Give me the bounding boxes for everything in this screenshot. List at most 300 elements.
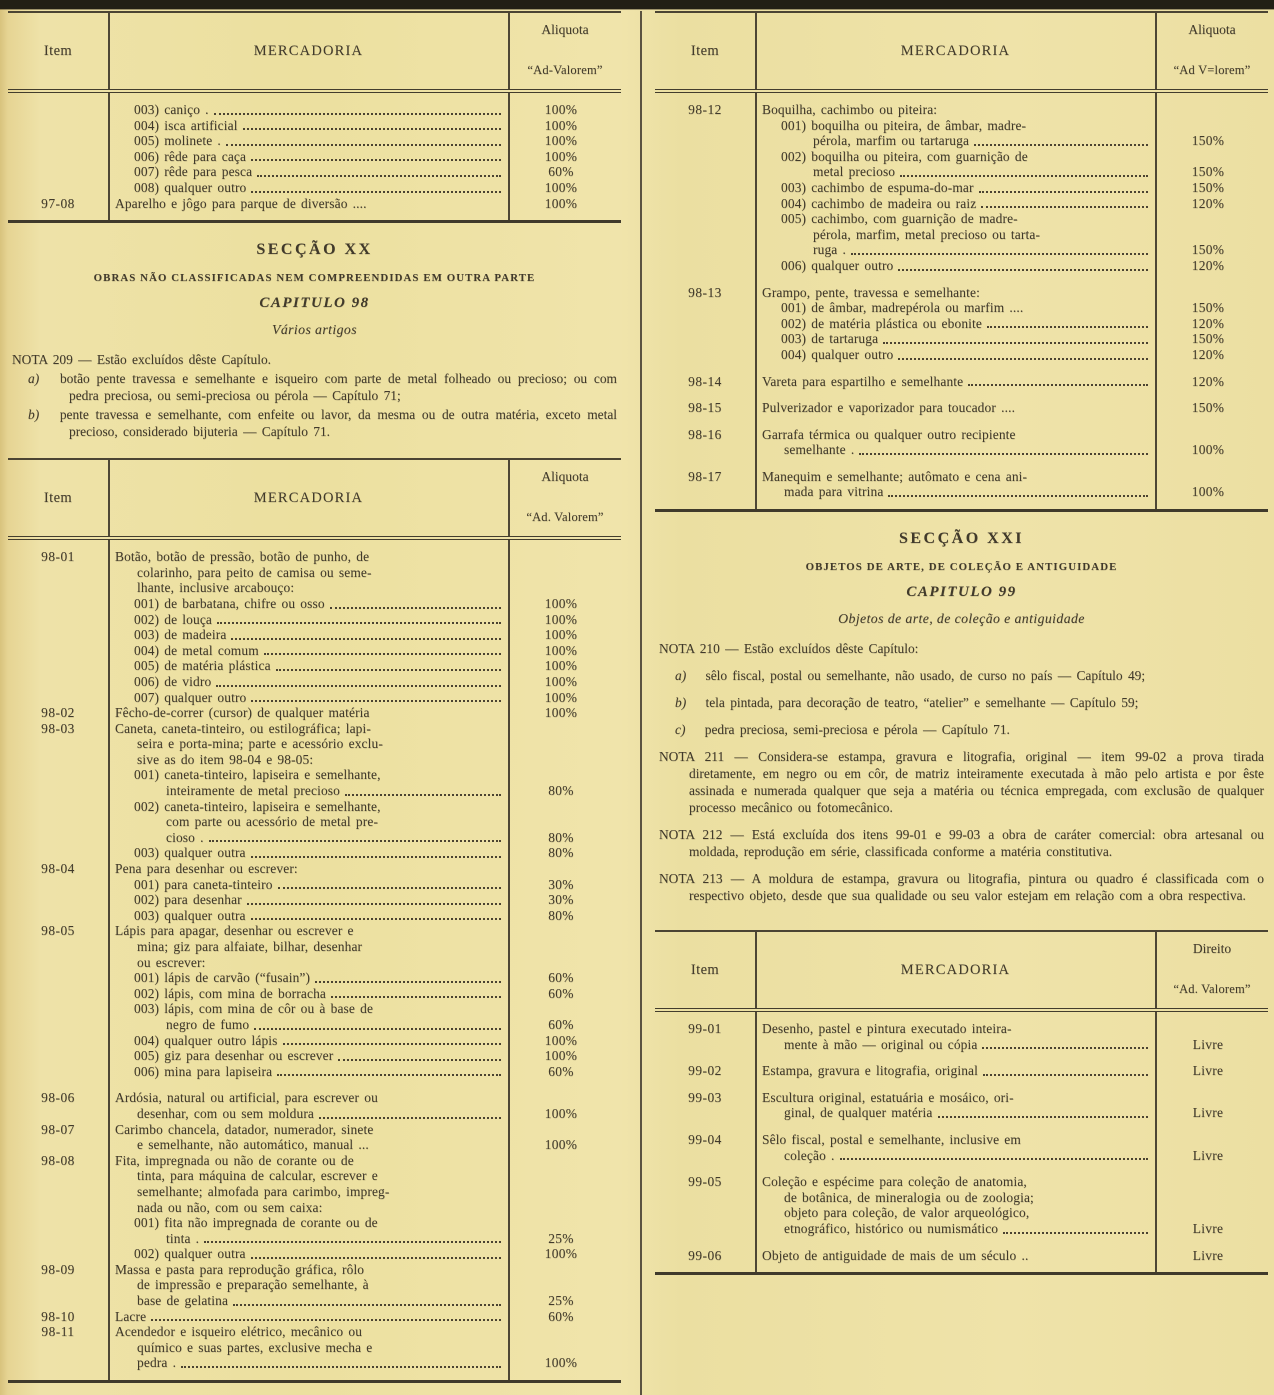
rate-value — [509, 1200, 621, 1216]
item-code — [655, 1037, 755, 1053]
leader-dots — [264, 653, 501, 655]
table-line — [8, 861, 621, 877]
section-title: SECÇÃO XXI — [898, 530, 1024, 548]
item-code — [8, 955, 108, 971]
row-description — [108, 705, 509, 721]
item-code — [8, 627, 108, 643]
table-body — [8, 93, 621, 220]
leader-dots — [319, 1117, 501, 1119]
table-body — [655, 93, 1268, 509]
note-text: Considera-se estampa, gravura e litografia, original — item 99-02 a prova tirada diretamente, em negro ou em côr, de matriz inteiramente executada à mão pelo artista e por êste assinada e numerada qualquer que seja a matéria ou técnica empregada, com exclusão de qualquer processo mecânico ou fotomecânico. — [689, 749, 1264, 816]
item-code — [8, 658, 108, 674]
item-code — [655, 227, 755, 243]
leader-dots — [243, 128, 501, 130]
row-description — [108, 783, 509, 799]
table-line — [8, 1309, 621, 1325]
table-line — [8, 877, 621, 893]
rate-value: Livre — [1192, 1247, 1224, 1263]
item-code — [8, 799, 108, 815]
table-line — [655, 102, 1268, 118]
table-line — [8, 736, 621, 752]
table-line — [655, 180, 1268, 196]
leader-dots — [979, 191, 1148, 193]
item-code — [8, 1064, 108, 1080]
row-description — [108, 923, 509, 939]
description-text: 004) qualquer outro lápis — [134, 1032, 278, 1048]
row-description — [108, 164, 509, 180]
table-line — [8, 799, 621, 815]
row-description — [755, 118, 1156, 134]
tariff-table-chapter97-continuation — [8, 11, 621, 223]
table-line — [655, 1248, 1268, 1264]
rate-value — [509, 1340, 621, 1356]
row-description — [108, 1153, 509, 1169]
leader-dots — [888, 495, 1148, 497]
item-code: 98-12 — [688, 102, 722, 117]
leader-dots — [217, 622, 501, 624]
description-text: etnográfico, histórico ou numismático — [784, 1221, 999, 1236]
table-line — [8, 149, 621, 165]
description-text: 006) rêde para caça — [134, 148, 247, 164]
table-line — [8, 721, 621, 737]
item-code — [8, 1001, 108, 1017]
table-line — [8, 830, 621, 846]
description-text: 006) mina para lapiseira — [134, 1063, 273, 1079]
leader-dots — [181, 1366, 501, 1368]
table-line — [655, 285, 1268, 301]
description-text: Vareta para espartilho e semelhante — [762, 373, 964, 389]
table-line — [8, 1246, 621, 1262]
row-description — [755, 149, 1156, 165]
table-line — [8, 565, 621, 581]
row-description — [108, 767, 509, 783]
note-marker: b) — [675, 695, 692, 711]
note-paragraph — [12, 351, 617, 368]
chapter-heading: CAPITULO 98 — [259, 295, 370, 312]
item-code — [8, 674, 108, 690]
item-code — [8, 767, 108, 783]
item-code — [655, 149, 755, 165]
table-line — [8, 1137, 621, 1153]
rate-value: 100% — [544, 1246, 578, 1262]
header-aliquota — [509, 460, 621, 536]
description-text: Massa e pasta para reprodução gráfica, rôlo — [115, 1261, 365, 1277]
table-header — [655, 932, 1268, 1012]
item-code — [8, 180, 108, 196]
note-marker: a) — [675, 668, 692, 684]
item-code: 99-06 — [688, 1247, 722, 1263]
note-text: Estão excluídos dêste Capítulo: — [743, 641, 919, 657]
item-code — [8, 845, 108, 861]
description-text: 001) para caneta-tinteiro — [134, 876, 273, 892]
table-line — [8, 549, 621, 565]
rate-value: 25% — [548, 1230, 574, 1246]
description-text: 004) cachimbo de madeira ou raiz — [781, 195, 977, 211]
header-aliquota-line1: Aliquota — [541, 469, 589, 485]
description-text: Lápis para apagar, desenhar ou escrever e — [115, 923, 354, 939]
header-aliquota-line1: Aliquota — [541, 22, 589, 37]
rate-value — [509, 799, 621, 815]
table-line — [8, 1153, 621, 1169]
table-line — [8, 1215, 621, 1231]
leader-dots — [315, 981, 501, 983]
rate-value — [509, 721, 621, 737]
section-title: SECÇÃO XX — [256, 241, 373, 259]
row-description — [108, 1309, 509, 1325]
note-marker: c) — [675, 722, 691, 738]
table-line — [8, 133, 621, 149]
item-code: 98-03 — [41, 720, 75, 736]
row-description — [108, 1048, 509, 1064]
row-description — [108, 736, 509, 752]
description-text: 002) lápis, com mina de borracha — [134, 985, 327, 1001]
rate-value: 100% — [544, 133, 578, 149]
item-code — [8, 783, 108, 799]
row-description — [108, 1090, 509, 1106]
description-text: químico e suas partes, exclusive mecha e — [137, 1339, 373, 1355]
description-text: ou escrever: — [137, 954, 206, 970]
table-line — [8, 1200, 621, 1216]
description-text: 001) lápis de carvão (“fusain”) — [134, 970, 311, 986]
item-code: 98-15 — [688, 400, 722, 416]
header-item: Item — [43, 42, 73, 59]
description-text: 002) qualquer outra — [134, 1246, 246, 1262]
rate-value — [509, 814, 621, 830]
description-text: 004) de metal comum — [134, 642, 259, 658]
rate-value — [1156, 469, 1268, 485]
table-line — [8, 658, 621, 674]
item-code — [8, 1200, 108, 1216]
row-description — [108, 799, 509, 815]
item-code: 98-05 — [41, 923, 75, 939]
description-text: Fêcho-de-correr (cursor) de qualquer matéria — [115, 705, 370, 721]
item-code — [8, 1106, 108, 1122]
row-description — [108, 721, 509, 737]
row-description — [755, 211, 1156, 227]
rate-value: 150% — [1191, 242, 1225, 258]
rate-value — [509, 1262, 621, 1278]
item-code: 98-11 — [41, 1324, 75, 1340]
table-line — [655, 196, 1268, 212]
description-text: ginal, de qualquer matéria — [784, 1105, 933, 1121]
row-description — [108, 196, 509, 212]
rate-value: 100% — [544, 179, 578, 195]
description-text: Manequim e semelhante; autômato e cena ani- — [762, 468, 1028, 484]
leader-dots — [851, 253, 1148, 255]
rate-value: 80% — [548, 829, 574, 845]
rate-value — [509, 1122, 621, 1138]
rate-value — [509, 565, 621, 581]
right-column — [655, 11, 1268, 1383]
section-xxi — [655, 512, 1268, 930]
rate-value — [509, 580, 621, 596]
header-mercadoria: MERCADORIA — [900, 42, 1011, 59]
description-text: 002) para desenhar — [134, 892, 242, 908]
leader-dots — [278, 887, 501, 889]
table-line — [655, 331, 1268, 347]
note-marker: NOTA 209 — — [12, 352, 97, 368]
description-text: 001) caneta-tinteiro, lapiseira e semelhante, — [134, 767, 381, 783]
header-aliquota-line1: Aliquota — [1188, 22, 1236, 37]
rate-value — [509, 736, 621, 752]
rate-value: 120% — [1191, 195, 1225, 211]
rate-value — [509, 923, 621, 939]
row-description — [755, 227, 1156, 243]
table-line — [8, 643, 621, 659]
description-text: Carimbo chancela, datador, numerador, sinete — [115, 1121, 374, 1137]
note-marker: NOTA 210 — — [659, 641, 744, 657]
item-code: 98-06 — [41, 1090, 75, 1106]
description-text: pérola, marfim, metal precioso ou tarta- — [813, 226, 1041, 242]
leader-dots — [859, 453, 1148, 455]
note-paragraph — [659, 694, 1264, 711]
row-description — [108, 102, 509, 118]
item-code — [8, 565, 108, 581]
leader-dots — [151, 1319, 501, 1321]
description-text: 004) qualquer outro — [781, 346, 894, 362]
item-code — [8, 1355, 108, 1371]
rate-value: 30% — [548, 892, 574, 908]
rate-value — [1156, 102, 1268, 118]
note-paragraph — [12, 370, 617, 404]
table-line — [8, 196, 621, 212]
description-text: tinta . — [166, 1230, 200, 1246]
rate-value — [509, 1277, 621, 1293]
rate-value: 120% — [1191, 315, 1225, 331]
table-line — [655, 484, 1268, 500]
leader-dots — [251, 918, 501, 920]
rate-value: 100% — [544, 117, 578, 133]
description-text: lhante, inclusive arcabouço: — [137, 580, 295, 596]
note-paragraph — [12, 406, 617, 440]
rate-value — [509, 752, 621, 768]
rate-value: 100% — [544, 627, 578, 643]
row-description — [108, 1200, 509, 1216]
row-description — [108, 955, 509, 971]
note-text: A moldura de estampa, gravura ou litografia, pintura ou quadro é classificada com o respectivo objeto, desde que sua qualidade ou seu valor estejam em relação com a obra respectiva. — [689, 871, 1264, 904]
header-item: Item — [690, 42, 720, 59]
item-code: 98-10 — [41, 1308, 75, 1324]
rate-value — [1156, 427, 1268, 443]
row-description — [755, 1221, 1156, 1237]
description-text: Botão, botão de pressão, botão de punho, de — [115, 549, 370, 565]
item-code — [655, 331, 755, 347]
item-code — [8, 1137, 108, 1153]
item-code: 98-08 — [41, 1152, 75, 1168]
description-text: tinta, para máquina de calcular, escrever e — [137, 1168, 378, 1184]
item-code — [8, 1340, 108, 1356]
row-description — [755, 469, 1156, 485]
item-code: 98-04 — [41, 861, 75, 877]
row-description — [108, 861, 509, 877]
row-description — [755, 1148, 1156, 1164]
row-description — [755, 300, 1156, 316]
rate-value: 120% — [1191, 346, 1225, 362]
item-code — [655, 258, 755, 274]
row-description — [108, 1215, 509, 1231]
item-code — [8, 1033, 108, 1049]
item-code — [8, 939, 108, 955]
description-text: Objeto de antiguidade de mais de um século .. — [762, 1247, 1029, 1263]
item-code: 99-01 — [688, 1021, 722, 1037]
header-direito-line2: “Ad. Valorem” — [1173, 982, 1251, 997]
note-marker: b) — [28, 407, 46, 423]
section-subtitle: OBJETOS DE ARTE, DE COLEÇÃO E ANTIGUIDADE — [805, 561, 1118, 574]
table-line — [8, 814, 621, 830]
rate-value: 100% — [544, 148, 578, 164]
chapter-subtitle: Objetos de arte, de coleção e antiguidade — [838, 611, 1085, 627]
rate-value: 100% — [544, 1032, 578, 1048]
leader-dots — [277, 1074, 501, 1076]
table-body — [8, 540, 621, 1380]
table-line — [8, 1355, 621, 1371]
rate-value — [509, 767, 621, 783]
row-description — [108, 658, 509, 674]
tariff-table-chapter98-right — [655, 11, 1268, 512]
note-text: pente travessa e semelhante, com enfeite ou lavor, da mesma ou de outra matéria, exceto metal precioso, considerado bijuteria — Capítulo 71. — [59, 407, 617, 440]
item-code — [8, 596, 108, 612]
table-line — [655, 469, 1268, 485]
table-line — [8, 767, 621, 783]
table-line — [655, 1174, 1268, 1190]
description-text: 007) rêde para pesca — [134, 164, 253, 180]
description-text: semelhante . — [784, 442, 855, 458]
rate-value — [509, 1168, 621, 1184]
item-code: 99-02 — [688, 1063, 722, 1079]
row-description — [108, 1277, 509, 1293]
item-code — [8, 133, 108, 149]
item-code: 98-13 — [688, 284, 722, 300]
table-line — [8, 783, 621, 799]
rate-value: 100% — [544, 1048, 578, 1064]
rate-value — [509, 1090, 621, 1106]
description-text: desenhar, com ou sem moldura — [137, 1105, 315, 1121]
row-description — [108, 596, 509, 612]
table-line — [655, 133, 1268, 149]
description-text: 003) qualquer outra — [134, 845, 246, 861]
description-text: 007) qualquer outro — [134, 689, 247, 705]
leader-dots — [209, 840, 501, 842]
description-text: metal precioso — [813, 164, 896, 180]
description-text: 006) de vidro — [134, 673, 212, 689]
row-description — [108, 1355, 509, 1371]
rate-value: 60% — [548, 970, 574, 986]
table-line — [8, 1262, 621, 1278]
row-description — [108, 1106, 509, 1122]
row-description — [108, 1340, 509, 1356]
table-line — [655, 347, 1268, 363]
chapter-subtitle: Vários artigos — [272, 322, 357, 338]
description-text: Pena para desenhar ou escrever: — [115, 861, 298, 877]
row-description — [108, 1137, 509, 1153]
leader-dots — [251, 1257, 501, 1259]
rate-value: 150% — [1191, 400, 1225, 416]
item-code — [8, 1168, 108, 1184]
header-mercadoria: MERCADORIA — [253, 489, 364, 506]
row-description — [108, 830, 509, 846]
row-description — [108, 549, 509, 565]
table-line — [8, 1231, 621, 1247]
item-code — [655, 300, 755, 316]
description-text: 002) caneta-tinteiro, lapiseira e semelhante, — [134, 798, 381, 814]
description-text: com parte ou acessório de metal pre- — [166, 814, 379, 830]
row-description — [755, 258, 1156, 274]
description-text: Lacre — [115, 1308, 147, 1324]
table-line — [655, 1190, 1268, 1206]
leader-dots — [231, 638, 501, 640]
rate-value — [1156, 1132, 1268, 1148]
row-description — [755, 1021, 1156, 1037]
chapter-notes — [659, 640, 1264, 904]
leader-dots — [331, 996, 501, 998]
rate-value: Livre — [1192, 1147, 1224, 1163]
leader-dots — [214, 113, 501, 115]
rate-value: 80% — [548, 783, 574, 799]
row-description — [755, 1105, 1156, 1121]
rate-value: 80% — [548, 907, 574, 923]
row-description — [755, 316, 1156, 332]
table-line — [8, 1168, 621, 1184]
rate-value: 100% — [544, 642, 578, 658]
leader-dots — [900, 175, 1148, 177]
row-description — [755, 1248, 1156, 1264]
rate-value: Livre — [1192, 1221, 1224, 1236]
leader-dots — [204, 1241, 501, 1243]
table-line — [8, 1106, 621, 1122]
description-text: 002) de louça — [134, 611, 213, 627]
header-aliquota — [1156, 13, 1268, 89]
rate-value: 100% — [544, 689, 578, 705]
section-xx — [8, 223, 621, 458]
rate-value: Livre — [1192, 1036, 1224, 1052]
description-text: Ardósia, natural ou artificial, para escrever ou — [115, 1090, 378, 1106]
row-description — [755, 1132, 1156, 1148]
row-description — [108, 690, 509, 706]
header-aliquota-line2: “Ad. Valorem” — [526, 510, 604, 525]
row-description — [755, 242, 1156, 258]
description-text: 002) de matéria plástica ou ebonite — [781, 315, 983, 331]
rate-value: 150% — [1191, 179, 1225, 195]
item-code — [8, 986, 108, 1002]
table-line — [655, 1090, 1268, 1106]
row-description — [755, 427, 1156, 443]
row-description — [108, 118, 509, 134]
item-code — [655, 1205, 755, 1221]
rate-value: 100% — [544, 595, 578, 611]
table-line — [8, 939, 621, 955]
rate-value: 100% — [544, 705, 578, 721]
item-code — [655, 442, 755, 458]
table-header — [8, 13, 621, 93]
rate-value — [509, 1215, 621, 1231]
leader-dots — [974, 144, 1148, 146]
left-column — [8, 11, 621, 1383]
row-description — [755, 164, 1156, 180]
item-code — [8, 892, 108, 908]
item-code — [655, 211, 755, 227]
row-description — [755, 484, 1156, 500]
table-line — [8, 752, 621, 768]
chapter-heading: CAPITULO 99 — [906, 584, 1017, 601]
table-line — [8, 580, 621, 596]
item-code — [655, 1190, 755, 1206]
rate-value: 100% — [544, 102, 578, 117]
row-description — [108, 580, 509, 596]
rate-value — [509, 939, 621, 955]
item-code: 98-01 — [41, 549, 75, 565]
table-line — [8, 596, 621, 612]
rate-value: Livre — [1192, 1063, 1224, 1079]
